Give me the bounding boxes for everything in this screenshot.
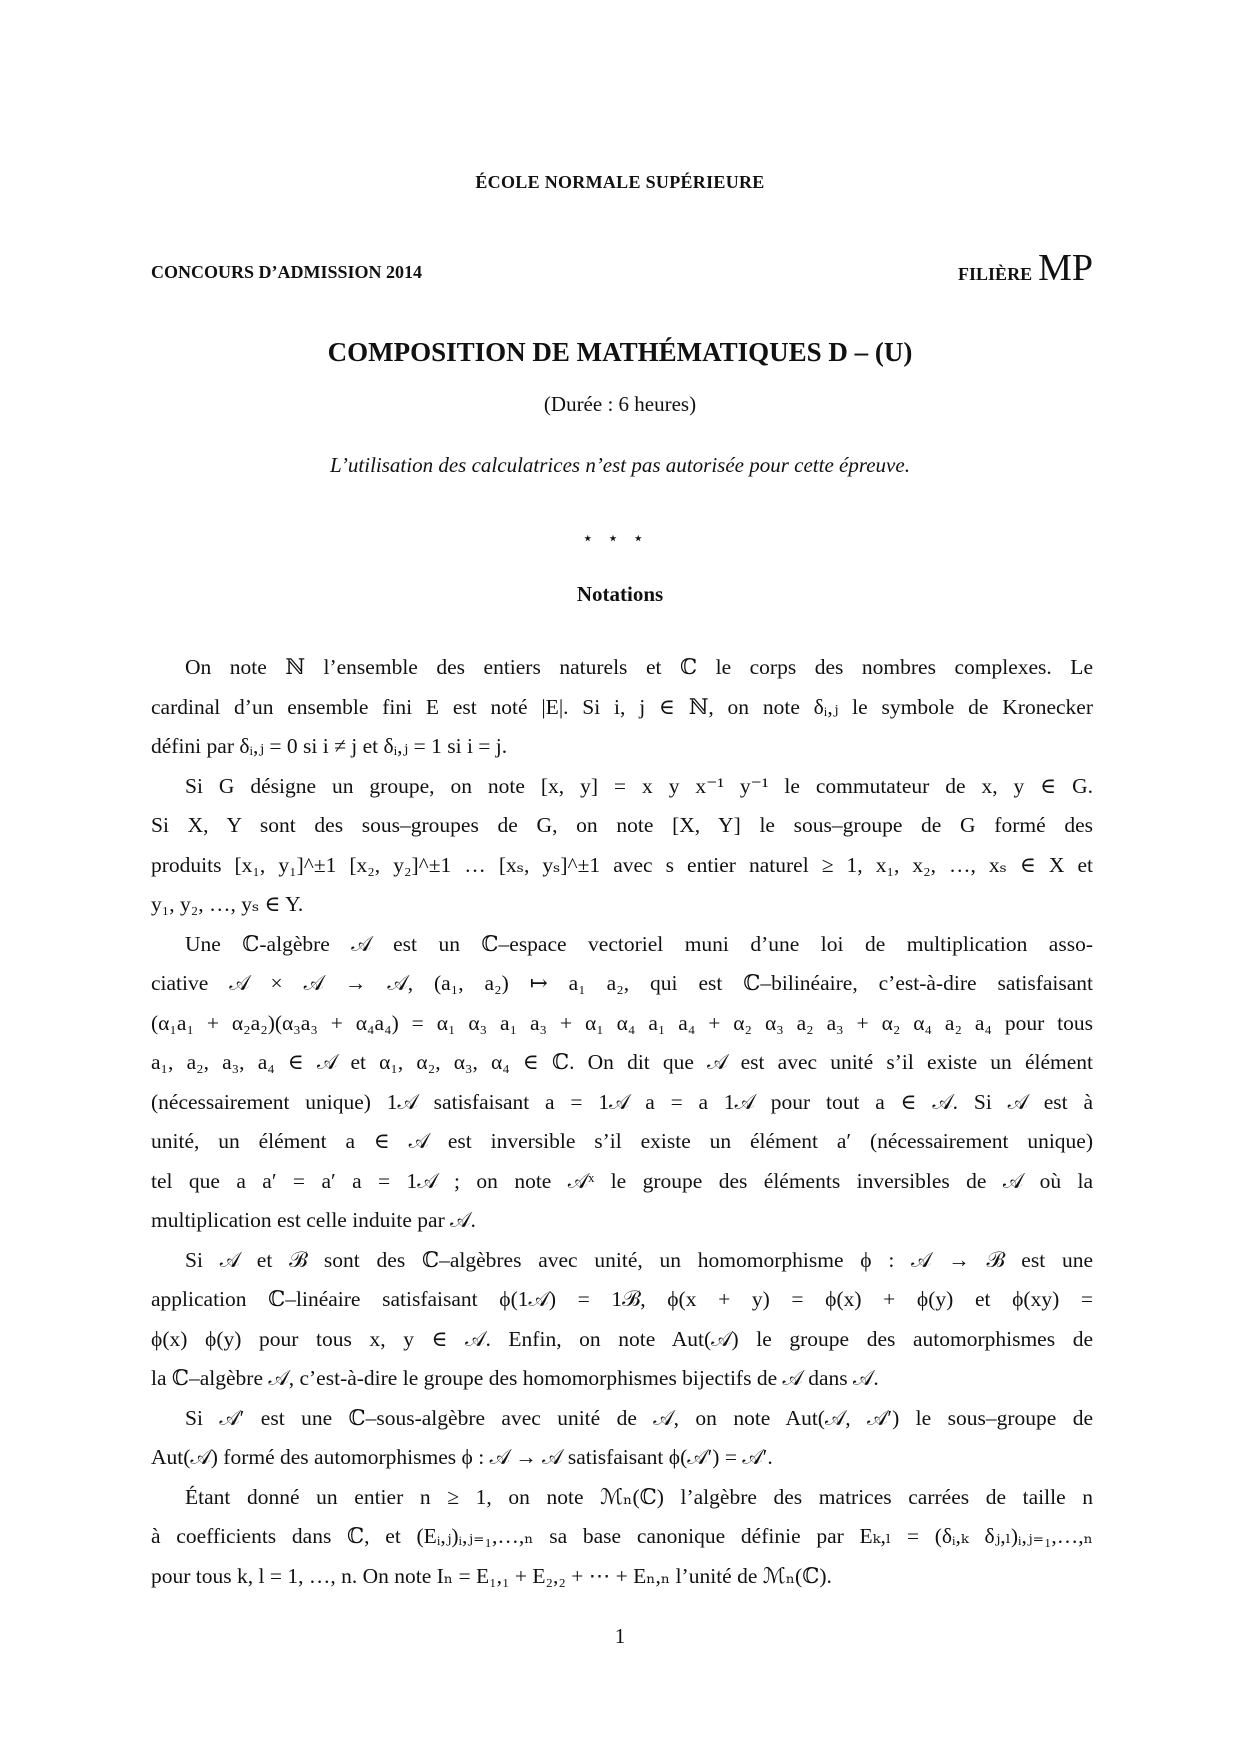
paragraph-line: unité, un élément a ∈ 𝒜 est inversible s’il existe un élément a′ (nécessairement unique) (151, 1129, 1093, 1153)
section-title: Notations (576, 582, 664, 606)
paragraph-line: a₁, a₂, a₃, a₄ ∈ 𝒜 et α₁, α₂, α₃, α₄ ∈ ℂ. On dit que 𝒜 est avec unité s’il existe un élément (151, 1050, 1093, 1074)
notations-body (151, 648, 1093, 1596)
paragraph-line: Si X, Y sont des sous–groupes de G, on note [X, Y] le sous–groupe de G formé des (151, 813, 1093, 837)
paragraph-line: ciative 𝒜 × 𝒜 → 𝒜, (a₁, a₂) ↦ a₁ a₂, qui est ℂ–bilinéaire, c’est-à-dire satisfaisant (151, 971, 1093, 995)
paragraph-line: tel que a a′ = a′ a = 1𝒜 ; on note 𝒜ˣ le groupe des éléments inversibles de 𝒜 où la (151, 1168, 1093, 1193)
paragraph-line: Étant donné un entier n ≥ 1, on note ℳₙ(ℂ) l’algèbre des matrices carrées de taille n (185, 1484, 1093, 1509)
paragraph-line: multiplication est celle induite par 𝒜. (151, 1208, 476, 1232)
paragraph-line: la ℂ–algèbre 𝒜, c’est-à-dire le groupe des homomorphismes bijectifs de 𝒜 dans 𝒜. (151, 1366, 879, 1390)
paragraph-line: Si 𝒜 et ℬ sont des ℂ–algèbres avec unité, un homomorphisme ϕ : 𝒜 → ℬ est une (185, 1247, 1093, 1272)
paragraph-line: pour tous k, l = 1, …, n. On note Iₙ = E₁,₁ + E₂,₂ + ⋯ + Eₙ,ₙ l’unité de ℳₙ(ℂ). (151, 1563, 832, 1588)
duration: (Durée : 6 heures) (543, 392, 697, 416)
star-separator: ⋆⋆⋆ (582, 528, 658, 548)
paragraph-line: application ℂ–linéaire satisfaisant ϕ(1𝒜) = 1ℬ, ϕ(x + y) = ϕ(x) + ϕ(y) et ϕ(xy) = (151, 1287, 1093, 1311)
school-name: ÉCOLE NORMALE SUPÉRIEURE (475, 172, 765, 192)
composition-title: COMPOSITION DE MATHÉMATIQUES D – (U) (327, 337, 913, 367)
paragraph-line: Aut(𝒜) formé des automorphismes ϕ : 𝒜 → 𝒜 satisfaisant ϕ(𝒜′) = 𝒜′. (151, 1445, 773, 1469)
paragraph-line: produits [x₁, y₁]^±1 [x₂, y₂]^±1 … [xₛ, yₛ]^±1 avec s entier naturel ≥ 1, x₁, x₂, …, xₛ ∈ X et (151, 852, 1093, 877)
paragraph-line: Une ℂ-algèbre 𝒜 est un ℂ–espace vectoriel muni d’une loi de multiplication asso- (185, 931, 1093, 956)
paragraph-line: Si 𝒜′ est une ℂ–sous-algèbre avec unité de 𝒜, on note Aut(𝒜, 𝒜′) le sous–groupe de (185, 1405, 1093, 1430)
paragraph-line: (α₁a₁ + α₂a₂)(α₃a₃ + α₄a₄) = α₁ α₃ a₁ a₃ + α₁ α₄ a₁ a₄ + α₂ α₃ a₂ a₃ + α₂ α₄ a₂ a₄ pour tous (151, 1010, 1093, 1035)
exam-title: CONCOURS D’ADMISSION 2014 (151, 262, 423, 282)
paragraph-line: y₁, y₂, …, yₛ ∈ Y. (151, 892, 304, 916)
calculator-notice: L’utilisation des calculatrices n’est pas autorisée pour cette épreuve. (330, 453, 910, 477)
paragraph-line: cardinal d’un ensemble fini E est noté |E|. Si i, j ∈ ℕ, on note δᵢ,ⱼ le symbole de Kronecker (151, 694, 1093, 719)
paragraph-line: (nécessairement unique) 1𝒜 satisfaisant a = 1𝒜 a = a 1𝒜 pour tout a ∈ 𝒜. Si 𝒜 est à (151, 1089, 1093, 1114)
paragraph-line: à coefficients dans ℂ, et (Eᵢ,ⱼ)ᵢ,ⱼ₌₁,…,ₙ sa base canonique définie par Eₖ,ₗ = (δᵢ,ₖ δⱼ,ₗ)ᵢ,ⱼ₌₁,…,ₙ (151, 1524, 1093, 1548)
paragraph-line: Si G désigne un groupe, on note [x, y] = x y x⁻¹ y⁻¹ le commutateur de x, y ∈ G. (185, 773, 1093, 798)
paragraph-line: ϕ(x) ϕ(y) pour tous x, y ∈ 𝒜. Enfin, on note Aut(𝒜) le groupe des automorphismes de (151, 1326, 1093, 1351)
filiere (958, 246, 1093, 290)
paragraph-line: défini par δᵢ,ⱼ = 0 si i ≠ j et δᵢ,ⱼ = 1 si i = j. (151, 734, 508, 758)
filiere-value: MP (1038, 247, 1093, 289)
filiere-label: FILIÈRE (958, 264, 1033, 284)
page-number: 1 (614, 1624, 626, 1648)
paragraph-line: On note ℕ l’ensemble des entiers naturels et ℂ le corps des nombres complexes. Le (185, 655, 1093, 679)
